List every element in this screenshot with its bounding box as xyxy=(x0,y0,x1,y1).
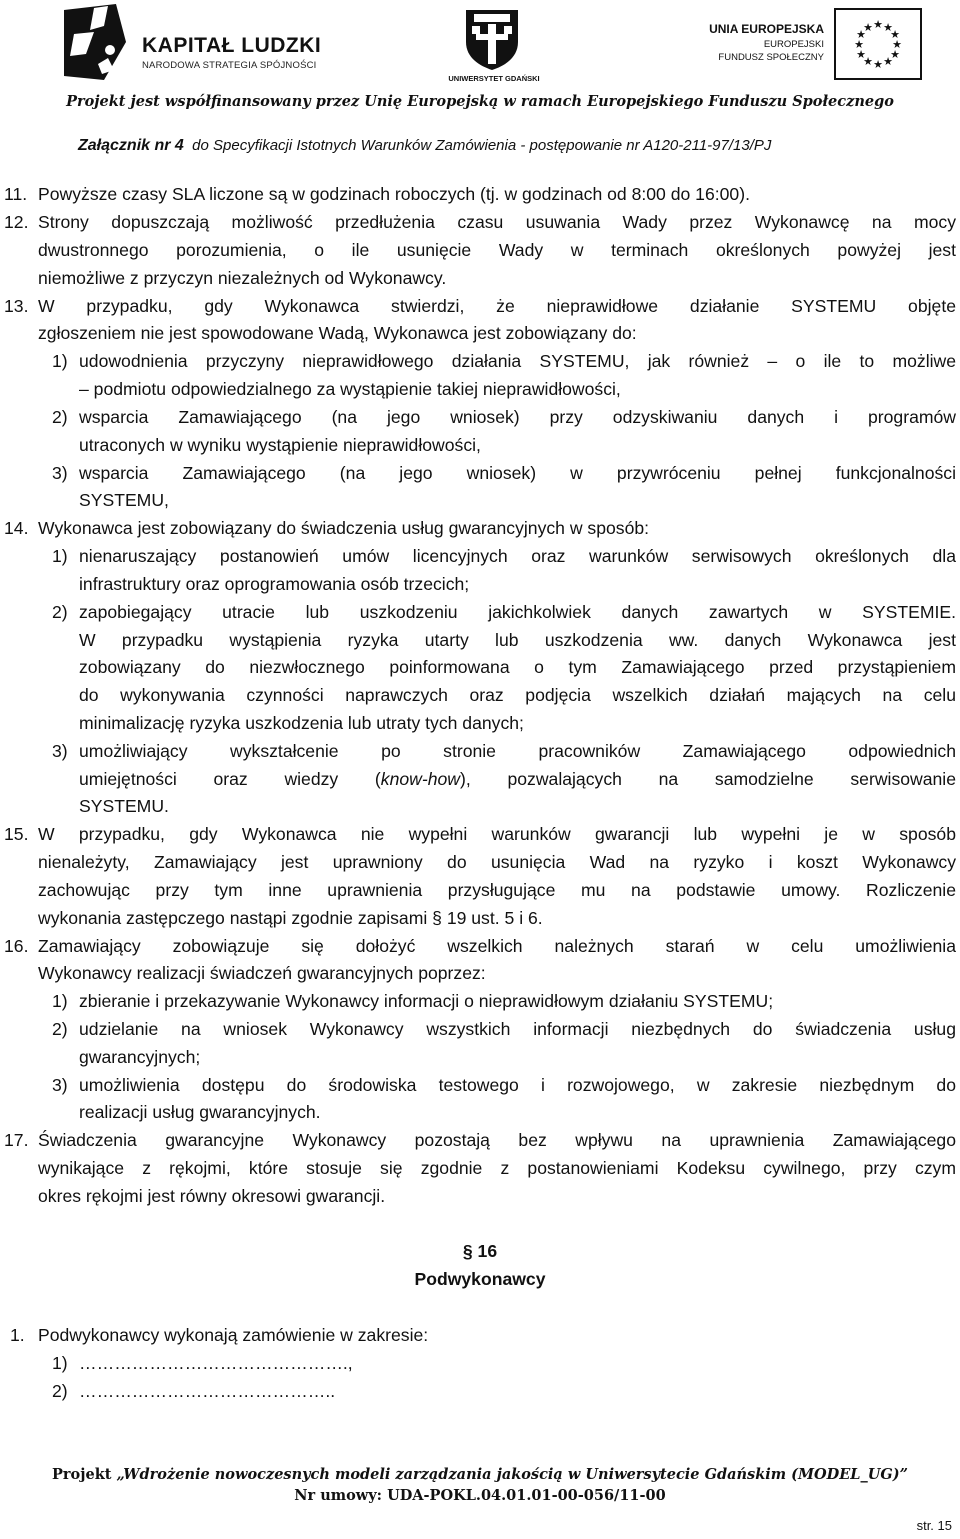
footer-project xyxy=(0,1466,960,1483)
kapital-ludzki-emblem-icon xyxy=(64,4,132,80)
text-line: Wykonawcy realizacji świadczeń gwarancyjnych poprzez: xyxy=(38,963,486,983)
text-line: zachowując przy tym inne uprawnienia przysługujące mu na podstawie umowy. Rozliczenie xyxy=(38,880,956,900)
text-line: zobowiązany do niezwłocznego poinformowana o tym Zamawiającego przed przystąpieniem xyxy=(79,657,956,677)
svg-text:★: ★ xyxy=(863,21,873,34)
placeholder-line: ………………………………………., xyxy=(79,1353,353,1373)
subpoint-number: 1) xyxy=(52,1353,68,1373)
text-line: zapobiegający utracie lub uszkodzeniu jakichkolwiek danych zawartych w SYSTEMIE. xyxy=(79,602,956,622)
text-line: do wykonywania czynności naprawczych oraz podjęcia wszelkich działań mających na celu xyxy=(79,685,956,705)
annex-label: Załącznik nr 4 xyxy=(78,137,184,154)
text-line: minimalizację ryzyka uszkodzenia lub utraty tych danych; xyxy=(79,713,524,733)
svg-text:★: ★ xyxy=(856,48,866,61)
text-line: W przypadku wystąpienia ryzyka utarty lub uszkodzenia ww. danych Wykonawca jest xyxy=(79,630,956,650)
text-line: Powyższe czasy SLA liczone są w godzinach roboczych (tj. w godzinach od 8:00 do 16:00). xyxy=(38,184,750,204)
text-line: infrastruktury oraz oprogramowania osób trzecich; xyxy=(79,574,470,594)
point-number: 12. xyxy=(4,212,29,232)
text-line: Wykonawca jest zobowiązany do świadczenia usług gwarancyjnych w sposób: xyxy=(38,518,650,538)
text-line: SYSTEMU, xyxy=(79,490,169,510)
ue-line-1: UNIA EUROPEJSKA xyxy=(709,22,824,36)
point-number: 1. xyxy=(10,1325,25,1345)
subpoint-number: 2) xyxy=(52,1019,68,1039)
svg-text:★: ★ xyxy=(856,28,866,41)
text-line: niemożliwe z przyczyn niezależnych od Wykonawcy. xyxy=(38,268,447,288)
ue-line-3: FUNDUSZ SPOŁECZNY xyxy=(718,52,824,63)
kl-title: KAPITAŁ LUDZKI xyxy=(142,34,322,57)
subpoint-number: 1) xyxy=(52,351,68,371)
footer-project-title: „Wdrożenie nowoczesnych modeli zarządzania jakością w Uniwersytecie Gdańskim (MODEL_UG)” xyxy=(116,1466,908,1483)
svg-text:★: ★ xyxy=(892,38,902,51)
text-line: utraconych w wyniku wystąpienie nieprawidłowości, xyxy=(79,435,481,455)
svg-text:★: ★ xyxy=(854,38,864,51)
text-line: wykonania zastępczego nastąpi zgodnie zapisami § 19 ust. 5 i 6. xyxy=(38,908,543,928)
text-line: umożliwiający wykształcenie po stronie pracowników Zamawiającego odpowiednich xyxy=(79,741,956,761)
text-line: zbieranie i przekazywanie Wykonawcy informacji o nieprawidłowym działaniu SYSTEMU; xyxy=(79,991,774,1011)
text-line: dwustronnego porozumienia, o ile usunięcie Wady w terminach określonych powyżej jest xyxy=(38,240,956,260)
text-line: wynikające z rękojmi, które stosuje się zgodnie z postanowieniami Kodeksu cywilnego, przy czym xyxy=(38,1158,956,1178)
kapital-ludzki-logo xyxy=(64,4,334,80)
section-title: Podwykonawcy xyxy=(414,1269,546,1289)
text-line: Strony dopuszczają możliwość przedłużenia czasu usuwania Wady przez Wykonawcę na mocy xyxy=(38,212,956,232)
text-line: udowodnienia przyczyny nieprawidłowego działania SYSTEMU, jak również – o ile to możliwe xyxy=(79,351,956,371)
point-number: 16. xyxy=(4,936,29,956)
subpoint-number: 2) xyxy=(52,602,68,622)
text-line: – podmiotu odpowiedzialnego za wystąpienie takiej nieprawidłowości, xyxy=(79,379,621,399)
point-number: 14. xyxy=(4,518,29,538)
svg-text:★: ★ xyxy=(890,48,900,61)
text-line: nienaruszający postanowień umów licencyjnych oraz warunków serwisowych określonych dla xyxy=(79,546,956,566)
point-number: 13. xyxy=(4,296,29,316)
text-line: gwarancyjnych; xyxy=(79,1047,201,1067)
footer-contract-number: Nr umowy: UDA-POKL.04.01.01-00-056/11-00 xyxy=(294,1487,666,1504)
unia-europejska-logo xyxy=(700,8,922,80)
text-line: nienależyty, Zamawiający jest uprawniony do usunięcia Wad na ryzyko i koszt Wykonawcy xyxy=(38,852,956,872)
point-number: 17. xyxy=(4,1130,29,1150)
footer-project-prefix: Projekt xyxy=(52,1466,117,1483)
subpoint-number: 1) xyxy=(52,991,68,1011)
text-line: Zamawiający zobowiązuje się dołożyć wszelkich należnych starań w celu umożliwienia xyxy=(38,936,956,956)
ue-line-2: EUROPEJSKI xyxy=(763,39,824,50)
ug-name: UNIWERSYTET GDAŃSKI xyxy=(448,74,540,83)
svg-text:★: ★ xyxy=(873,58,883,71)
annex-reference xyxy=(78,137,771,155)
text-line: W przypadku, gdy Wykonawca nie wypełni warunków gwarancji lub wypełni je w sposób xyxy=(38,824,956,844)
placeholder-line: …………………………………….. xyxy=(79,1381,336,1401)
text-line: wsparcia Zamawiającego (na jego wniosek) w przywróceniu pełnej funkcjonalności xyxy=(79,463,956,483)
subpoint-number: 1) xyxy=(52,546,68,566)
text-line: Świadczenia gwarancyjne Wykonawcy pozostają bez wpływu na uprawnienia Zamawiającego xyxy=(38,1130,956,1150)
text-fragment: ), pozwalających na samodzielne serwisowanie xyxy=(460,769,956,789)
ue-text-block xyxy=(709,22,824,63)
kl-subtitle: NARODOWA STRATEGIA SPÓJNOŚCI xyxy=(142,60,317,71)
text-fragment: umiejętności oraz wiedzy ( xyxy=(79,769,381,789)
section-number: § 16 xyxy=(462,1241,498,1261)
text-line: zgłoszeniem nie jest spowodowane Wadą, Wykonawca jest zobowiązany do: xyxy=(38,323,637,343)
subpoint-number: 3) xyxy=(52,463,68,483)
text-fragment-italic: know-how xyxy=(380,769,461,789)
svg-text:★: ★ xyxy=(883,21,893,34)
subpoint-number: 2) xyxy=(52,1381,68,1401)
svg-text:★: ★ xyxy=(873,18,883,31)
svg-text:★: ★ xyxy=(883,55,893,68)
svg-text:★: ★ xyxy=(890,28,900,41)
text-line: wsparcia Zamawiającego (na jego wniosek) przy odzyskiwaniu danych i programów xyxy=(79,407,956,427)
text-line: udzielanie na wniosek Wykonawcy wszystkich informacji niezbędnych do świadczenia usług xyxy=(79,1019,956,1039)
text-line: umożliwienia dostępu do środowiska testowego i rozwojowego, w zakresie niezbędnym do xyxy=(79,1075,956,1095)
subpoint-number: 2) xyxy=(52,407,68,427)
funding-statement: Projekt jest współfinansowany przez Unię Europejską w ramach Europejskiego Funduszu Społecznego xyxy=(66,93,894,110)
page-number: str. 15 xyxy=(916,1518,952,1533)
text-line: SYSTEMU. xyxy=(79,796,169,816)
svg-text:★: ★ xyxy=(863,55,873,68)
text-line: realizacji usług gwarancyjnych. xyxy=(79,1102,321,1122)
eu-flag-icon xyxy=(834,8,922,80)
text-line: W przypadku, gdy Wykonawca stwierdzi, że nieprawidłowe działanie SYSTEMU objęte xyxy=(38,296,956,316)
text-line: okres rękojmi jest równy okresowi gwarancji. xyxy=(38,1186,386,1206)
point-number: 15. xyxy=(4,824,29,844)
subpoint-number: 3) xyxy=(52,1075,68,1095)
university-crest-icon xyxy=(464,8,520,70)
text-line xyxy=(79,768,956,790)
point-number: 11. xyxy=(4,184,28,204)
subpoint-number: 3) xyxy=(52,741,68,761)
text-line: Podwykonawcy wykonają zamówienie w zakresie: xyxy=(38,1325,429,1345)
annex-text: do Specyfikacji Istotnych Warunków Zamówienia - postępowanie nr A120-211-97/13/PJ xyxy=(192,137,772,154)
uniwersytet-gdanski-logo xyxy=(446,8,542,88)
